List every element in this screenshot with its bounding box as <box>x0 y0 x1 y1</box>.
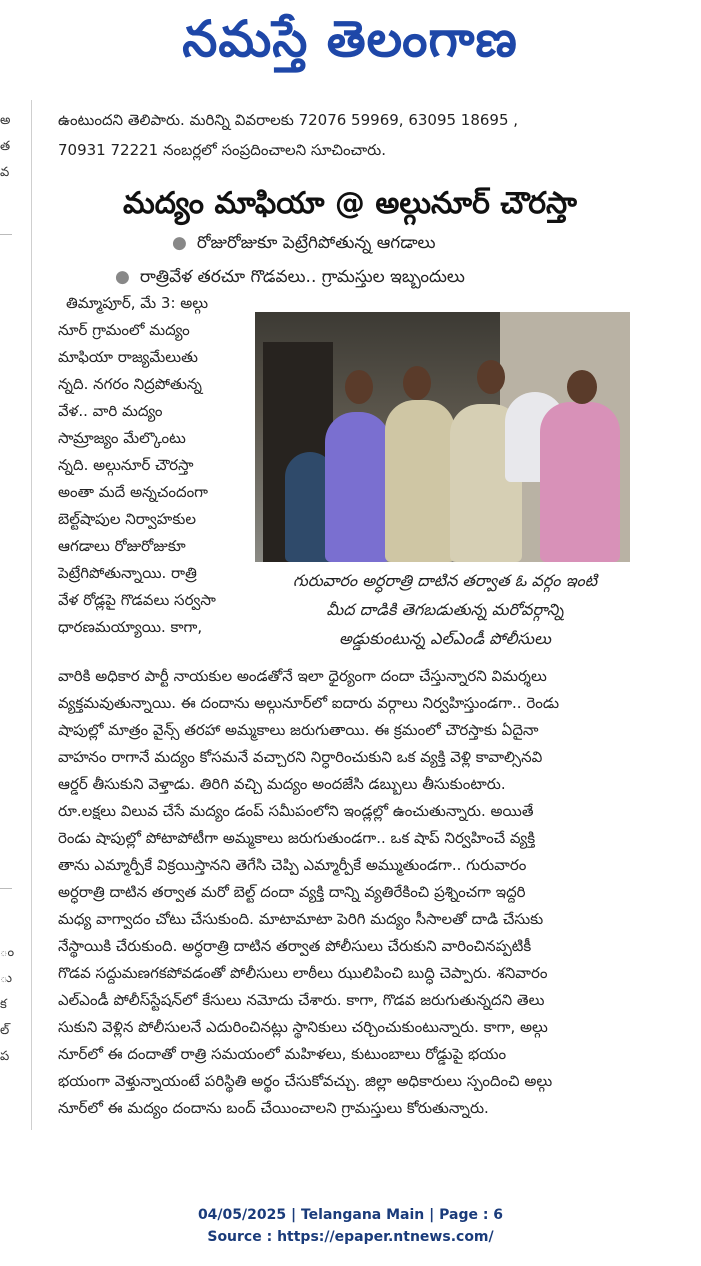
subheading: ● రోజురోజుకూ పెట్రేగిపోతున్న ఆగడాలు <box>172 233 436 253</box>
article-headline: మద్యం మాఫియా @ అల్గునూర్ చౌరస్తా <box>123 186 577 221</box>
left-column-rule <box>0 234 12 235</box>
body-line: నూర్‌లో ఈ దందాతో రాత్రి సమయంలో మహిళలు, కుటుంబాలు రోడ్డుపై భయం <box>58 1045 507 1063</box>
left-column-fragment: ు <box>0 971 13 986</box>
bullet-icon: ● <box>172 233 187 253</box>
column-divider <box>31 100 32 1130</box>
body-line: తాను ఎమ్మార్పీకే విక్రయిస్తానని తెగేసి చెప్పి ఎమ్మార్పీకే అమ్ముతుండగా.. గురువారం <box>58 856 527 874</box>
body-line: భయంగా వెళ్తున్నాయంటే పరిస్థితి అర్థం చేసుకోవచ్చు. జిల్లా అధికారులు స్పందించి అల్గు <box>58 1072 553 1090</box>
body-line: ఆర్డర్ తీసుకుని వెళ్తాడు. తిరిగి వచ్చి మద్యం అందజేసి డబ్బులు తీసుకుంటారు. <box>58 775 506 793</box>
caption-line: గురువారం అర్ధరాత్రి దాటిన తర్వాత ఓ వర్గం ఇంటి <box>292 571 598 590</box>
bullet-icon: ● <box>115 267 130 287</box>
body-line: ఆగడాలు రోజురోజుకూ <box>58 537 186 555</box>
body-line: నూర్ గ్రామంలో మద్యం <box>58 321 190 339</box>
body-line: గొడవ సద్దుమణగకపోవడంతో పోలీసులు లాఠీలు ఝులిపించి బుద్ధి చెప్పారు. శనివారం <box>58 964 548 982</box>
body-line: న్నది. నగరం నిద్రపోతున్న <box>58 375 202 393</box>
left-column-fragment: క <box>0 997 7 1012</box>
body-line: అర్ధరాత్రి దాటిన తర్వాత మరో బెల్ట్ దందా వ్యక్తి దాన్ని వ్యతిరేకించి ప్రశ్నించగా ఇద్దరి <box>58 883 526 901</box>
body-line: మాఫియా రాజ్యమేలుతు <box>58 348 198 366</box>
body-line: నేస్థాయికి చేరుకుంది. అర్ధరాత్రి దాటిన తర్వాత పోలీసులు చేరుకుని వారించినప్పటికీ <box>58 937 532 955</box>
left-column-fragment: త <box>0 139 11 154</box>
caption-line: మీద దాడికి తెగబడుతున్న మరోవర్గాన్ని <box>326 600 564 619</box>
body-line: అంతా మదే అన్నచందంగా <box>58 483 208 501</box>
left-column-fragment: వ <box>0 165 10 180</box>
body-line: వ్యక్తమవుతున్నాయి. ఈ దందాను అల్గునూర్‌లో ఐదారు వర్గాలు నిర్వహిస్తుండగా.. రెండు <box>58 694 560 712</box>
previous-article-line: 70931 72221 నంబర్లలో సంప్రదించాలని సూచించారు. <box>58 141 386 159</box>
body-line: రూ.లక్షలు విలువ చేసే మద్యం డంప్ సమీపంలోని ఇండ్లల్లో ఉంచుతున్నారు. అయితే <box>58 802 534 820</box>
body-line: తిమ్మాపూర్, మే 3: అల్గు <box>66 294 209 312</box>
body-line: వేళ రోడ్లపై గొడవలు సర్వసా <box>58 591 216 609</box>
body-line: వారికి అధికార పార్టీ నాయకుల అండతోనే ఇలా ధైర్యంగా దందా చేస్తున్నారని విమర్శలు <box>58 667 547 685</box>
subheading: ● రాత్రివేళ తరచూ గొడవలు.. గ్రామస్తుల ఇబ్బందులు <box>115 267 465 287</box>
newspaper-masthead: నమస్తే తెలంగాణ <box>182 10 518 68</box>
left-column-fragment: ం <box>0 945 15 960</box>
previous-article-line: ఉంటుందని తెలిపారు. మరిన్ని వివరాలకు 72076 59969, 63095 18695 , <box>58 111 519 129</box>
left-column-rule <box>0 888 12 889</box>
body-line: ఎల్ఎండీ పోలీస్‌స్టేషన్‌లో కేసులు నమోదు చేశారు. కాగా, గొడవ జరుగుతున్నదని తెలు <box>58 991 545 1009</box>
body-line: షాపుల్లో మాత్రం వైన్స్ తరహా అమ్మకాలు జరుగుతాయి. ఈ క్రమంలో చౌరస్తాకు ఏదైనా <box>58 721 539 739</box>
body-line: మధ్య వాగ్వాదం చోటు చేసుకుంది. మాటామాటా పెరిగి మద్యం సీసాలతో దాడి చేసుకు <box>58 910 544 928</box>
body-line: న్నది. అల్గునూర్ చౌరస్తా <box>58 456 194 474</box>
body-line: సుకుని వెళ్లిన పోలీసులనే ఎదురించినట్లు స్థానికులు చర్చించుకుంటున్నారు. కాగా, అల్గు <box>58 1018 548 1036</box>
left-column-fragment: అ <box>0 113 11 128</box>
body-line: సామ్రాజ్యం మేల్కొంటు <box>58 429 186 447</box>
edition-info: 04/05/2025 | Telangana Main | Page : 6 <box>197 1207 504 1223</box>
body-line: ధారణమయ్యాయి. కాగా, <box>58 618 203 636</box>
photo-caption <box>255 566 635 653</box>
body-line: వేళ.. వారి మద్యం <box>58 402 163 420</box>
body-line: వాహనం రాగానే మద్యం కోసమనే వచ్చారని నిర్ధారించుకుని ఒక వ్యక్తి వెళ్లి కావాల్సినవి <box>58 748 543 766</box>
body-line: నూర్‌లో ఈ మద్యం దందాను బంద్ చేయించాలని గ్రామస్తులు కోరుతున్నారు. <box>58 1099 489 1117</box>
news-photo <box>255 312 630 562</box>
caption-line: అడ్డుకుంటున్న ఎల్ఎండీ పోలీసులు <box>339 629 551 648</box>
body-line: బెల్ట్‌షాపుల నిర్వాహకుల <box>58 510 196 528</box>
body-line: పెట్రేగిపోతున్నాయి. రాత్రి <box>58 564 197 582</box>
body-line: రెండు షాపుల్లో పోటాపోటీగా అమ్మకాలు జరుగుతుండగా.. ఒక షాప్ నిర్వహించే వ్యక్తి <box>58 829 536 847</box>
left-column-fragment: ప <box>0 1049 10 1064</box>
source-link[interactable]: Source : https://epaper.ntnews.com/ <box>207 1229 494 1245</box>
left-column-fragment: ల్ <box>0 1023 10 1038</box>
